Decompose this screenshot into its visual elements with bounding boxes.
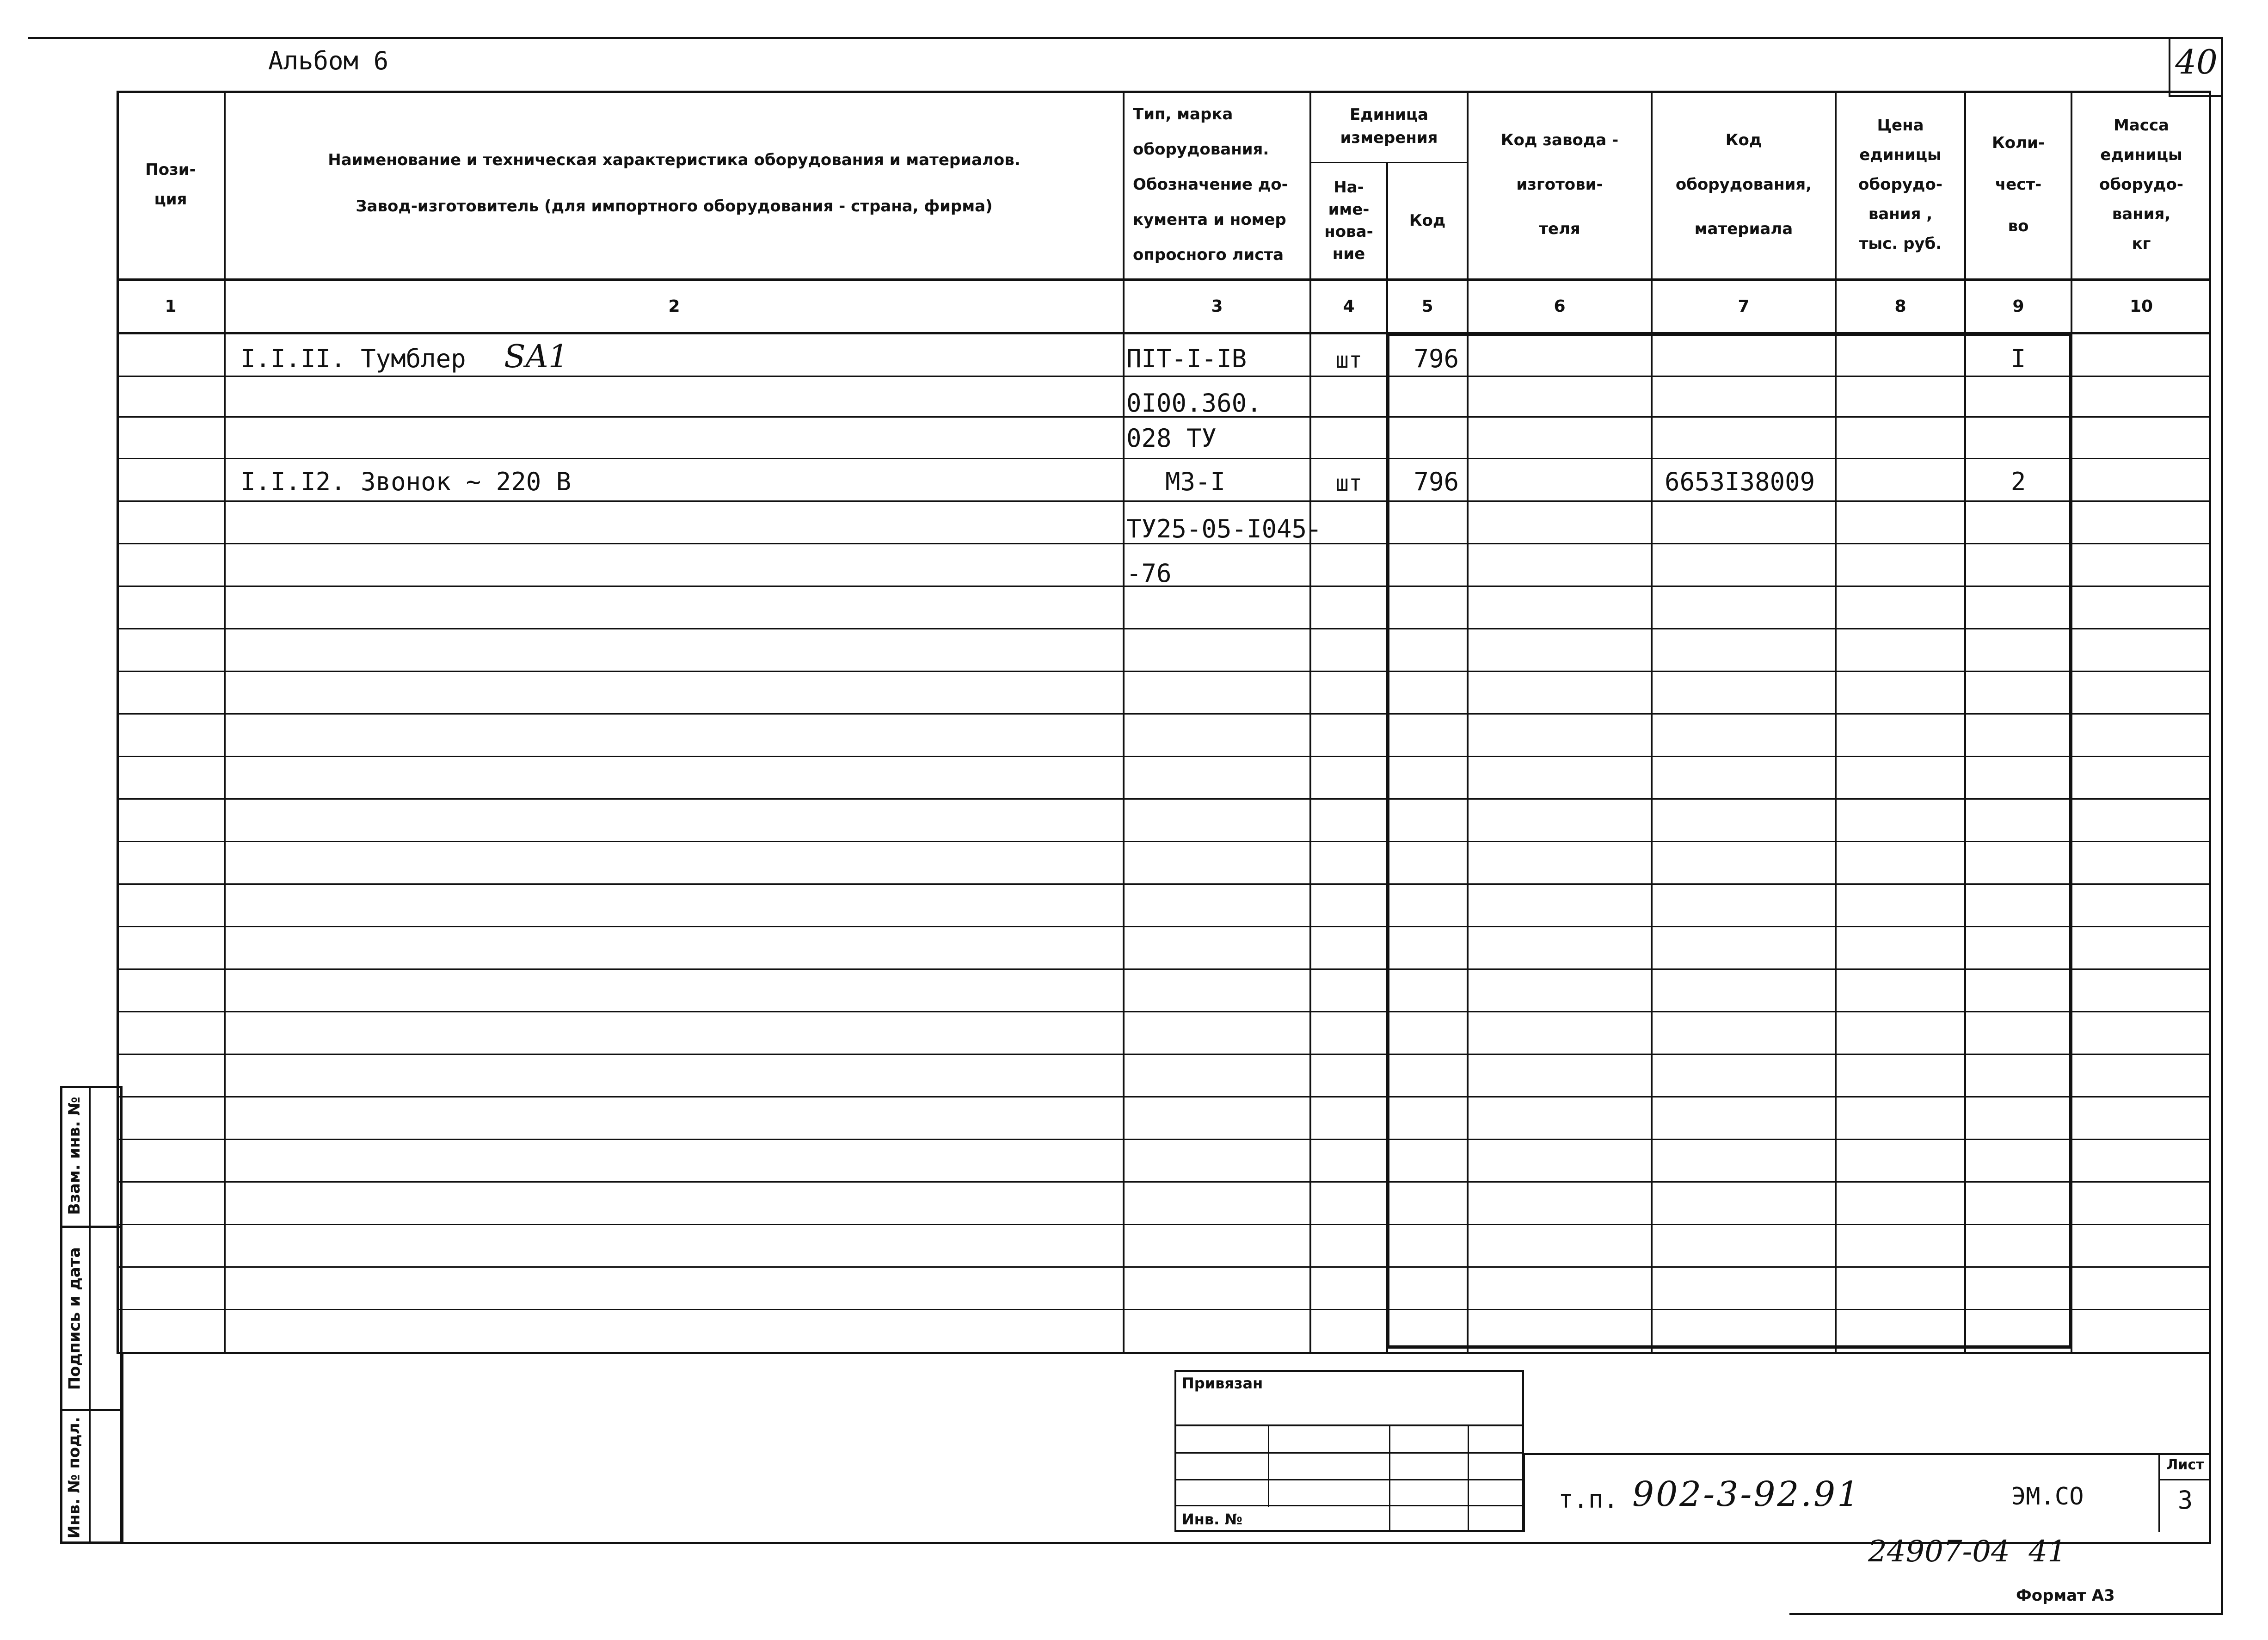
entry-2-type-line-2: ТУ25-05-I045- [1126,514,1322,543]
colnum-10: 10 [2129,297,2153,316]
sheet-label: Лист [2166,1457,2204,1473]
privyazan-col-3 [1468,1424,1469,1532]
table-row-rule [117,756,2211,757]
colnum-9: 9 [2012,297,2024,316]
header-name: Наименование и техническая характеристика оборудования и материалов. Завод-изготовитель (для импортного оборудования - страна, фирма) [328,151,1020,216]
title-block-left [1523,1453,1525,1532]
album-label: Альбом 6 [268,46,389,75]
frame-left-bottom [121,1354,123,1544]
table-row-rule [117,1266,2211,1268]
header-factory-code: Код завода - изготови- теля [1500,131,1619,238]
table-row-rule [117,671,2211,672]
col-sep-2 [1123,91,1125,1354]
title-block-top-rule [1524,1453,2211,1455]
privyazan-label: Привязан [1182,1375,1263,1392]
entry-2-quantity: 2 [2010,467,2026,496]
privyazan-col-1 [1268,1424,1269,1507]
header-quantity: Коли- чест- во [1992,134,2045,235]
page-number: 40 [2175,43,2218,81]
entry-2-equipment-code: 6653I38009 [1665,467,1815,496]
colnum-3: 3 [1211,297,1223,316]
privyazan-block [1174,1370,1524,1532]
table-row-rule [117,798,2211,800]
entry-2-unit-code: 796 [1414,467,1459,496]
entry-1-type-line-1: ПIТ-I-IВ [1126,344,1247,373]
colnum-2: 2 [668,297,680,316]
table-row-rule [117,1139,2211,1140]
entry-2-unit: шт [1335,470,1362,496]
privyazan-rule-1 [1174,1424,1524,1426]
side-inv-podl: Инв. № подл. [65,1416,84,1539]
inv-no-label: Инв. № [1182,1511,1242,1528]
entry-1-name-handwritten: SA1 [504,338,568,375]
table-row-rule [117,1181,2211,1183]
header-unit-code: Код [1409,211,1446,230]
table-row-rule [117,883,2211,885]
table-row-rule [117,1224,2211,1225]
table-row-rule [117,968,2211,970]
header-price: Цена единицы оборудо- вания , тыс. руб. [1858,116,1942,253]
privyazan-col-2 [1389,1424,1390,1532]
sheet-number: 3 [2177,1486,2193,1515]
table-row-rule [117,841,2211,842]
privyazan-rule-3 [1174,1479,1524,1480]
doc-code-prefix: т.п. [1558,1485,1619,1514]
header-unit-group: Единица измерения [1340,105,1438,147]
format-label: Формат А3 [2016,1586,2115,1605]
table-row-rule [117,1054,2211,1055]
doc-suffix: ЭМ.СО [2011,1483,2084,1511]
side-stamp-divider [89,1086,91,1544]
colnum-6: 6 [1554,297,1566,316]
frame-right [2221,37,2223,1614]
entry-1-unit: шт [1335,347,1362,373]
colnum-1: 1 [165,297,177,316]
table-row-rule [117,926,2211,927]
entry-1-type-line-2: 0I00.360. [1126,388,1262,418]
doc-code: 902-3-92.91 [1632,1474,1861,1514]
table-row-rule [117,713,2211,715]
colnum-4: 4 [1343,297,1355,316]
frame-bottom [1789,1613,2223,1615]
archive-number: 24907-04 41 [1868,1535,2066,1569]
table-row-rule [117,628,2211,629]
col-sep-1 [224,91,226,1354]
entry-1-type-line-3: 028 ТУ [1126,423,1217,453]
header-mass: Масса единицы оборудо- вания, кг [2099,116,2183,253]
side-podpis-data: Подпись и дата [65,1247,84,1390]
entry-2-name: I.I.I2. Звонок ~ 220 В [240,467,572,496]
colnum-7: 7 [1738,297,1750,316]
col-sep-3 [1309,91,1311,1354]
top-rule [28,37,2222,39]
entry-1-unit-code: 796 [1414,344,1459,373]
table-row-rule [117,1309,2211,1310]
header-unit-name: На- име- нова- ние [1324,178,1373,263]
privyazan-rule-2 [1174,1452,1524,1454]
table-row-rule [117,1011,2211,1012]
entry-2-type-line-1: МЗ-I [1165,467,1226,496]
entry-2-type-line-3: -76 [1126,558,1172,588]
side-vzam-inv: Взам. инв. № [65,1097,84,1215]
header-equipment-code: Код оборудования, материала [1675,131,1812,238]
colnum-8: 8 [1894,297,1906,316]
entry-1-quantity: I [2010,344,2026,373]
sheet-box-rule [2158,1479,2211,1480]
colnum-5: 5 [1421,297,1433,316]
table-row-rule [117,1096,2211,1097]
entry-1-name: I.I.II. Тумблер [240,344,466,373]
header-position: Пози- ция [145,160,196,209]
privyazan-rule-4 [1174,1505,1524,1506]
header-type: Тип, марка оборудования. Обозначение до- кумента и номер опросного листа [1133,105,1288,264]
